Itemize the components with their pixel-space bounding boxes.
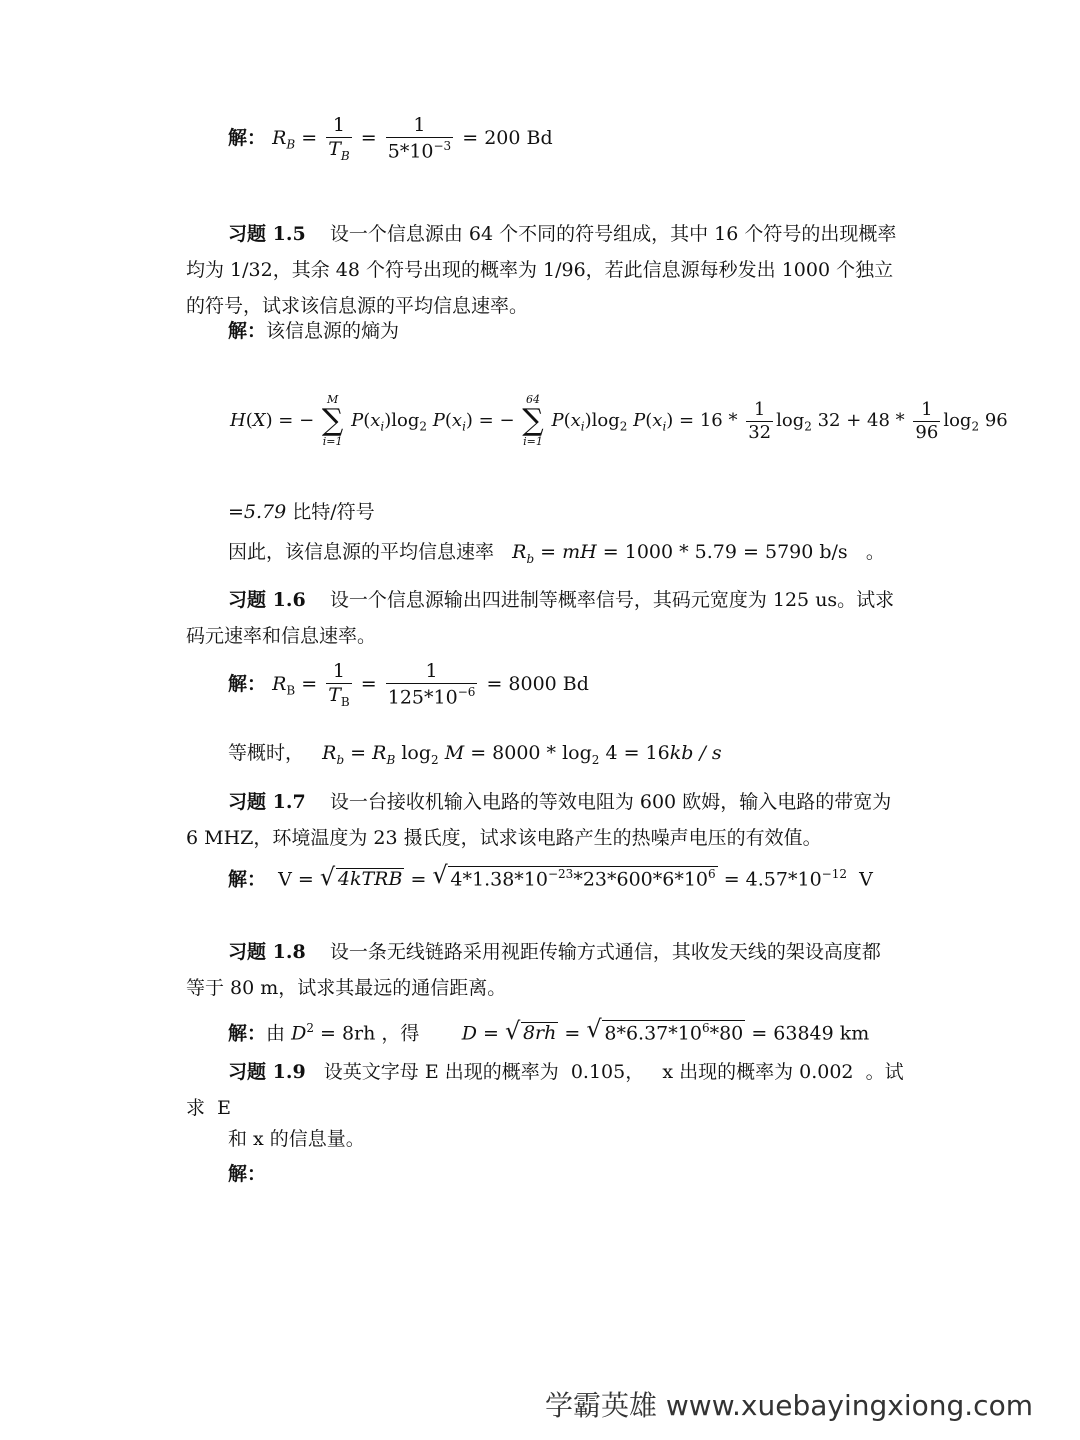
sum-symbol: 64 ∑ i=1 (522, 393, 544, 448)
fraction: $\frac{1}{T_B}$ (328, 114, 350, 163)
sqrt: √ $4*1.38*10^{-23}*23*600*6*10^6$ (432, 866, 717, 889)
problem-text: 设一个信息源由 64 个不同的符号组成，其中 16 个符号的出现概率均为 1/32，其余 48 个符号出现的概率为 1/96，若此信息源每秒发出 1000 个独立的符号，试求该信息源的平均信息速率。 (186, 223, 897, 317)
solution-label: 解 (228, 126, 248, 149)
solution-1-9: 解： (228, 1163, 267, 1185)
solution-1-5-intro: 解：该信息源的熵为 (228, 320, 400, 342)
fraction: $\frac{1}{T_B}$ (328, 660, 350, 709)
problem-1-7 (186, 784, 898, 856)
solution-1-4: 解： $R_B$ = $\frac{1}{T_B}$ = $\frac{1}{5*10^{-3}}$ = 200 Bd (228, 114, 553, 163)
problem-title: 习题 1.8 (228, 941, 306, 963)
solution-1-8: 解：由 $D^2 = 8rh$ ，得 D = √ 8rh = √ $8*6.37*10^6*80 = 63849$ km (228, 1020, 869, 1043)
fraction: $\frac{1}{5*10^{-3}}$ (387, 114, 452, 163)
problem-1-9-line2: 求 E (186, 1097, 231, 1119)
problem-text: 设一条无线链路采用视距传输方式通信，其收发天线的架设高度都等于 80 m，试求其最远的通信距离。 (186, 941, 881, 999)
solution-1-7: 解： V = √ 4kTRB = √ $4*1.38*10^{-23}*23*600*6*10^6 = 4.57*10^{-12}$ V (228, 866, 873, 889)
problem-1-9-line3: 和 x 的信息量。 (228, 1128, 365, 1150)
sum-symbol: M ∑ i=1 (321, 393, 344, 448)
fraction: $\frac{1}{125*10^{-6}}$ (387, 660, 476, 709)
solution-1-6: 解： $R_B$ = $\frac{1}{T_B}$ = $\frac{1}{125*10^{-6}}$ = 8000 Bd (228, 660, 589, 709)
entropy-value: =5.79 比特/符号 (228, 501, 375, 523)
problem-title: 习题 1.9 (228, 1061, 306, 1083)
problem-text: 设一个信息源输出四进制等概率信号，其码元宽度为 125 us。试求码元速率和信息速率。 (186, 589, 895, 647)
problem-text: 设一台接收机输入电路的等效电阻为 600 欧姆，输入电路的带宽为 6 MHZ，环境温度为 23 摄氏度，试求该电路产生的热噪声电压的有效值。 (186, 791, 892, 849)
sqrt: √ 8rh (505, 1022, 558, 1043)
fraction: $\frac{1}{32}$ (748, 398, 772, 443)
entropy-formula: H(X) = − M ∑ i=1 $P(x_i)\log_2$ $P(x_i)$ = − 64 ∑ i=1 $P(x_i)\log_2$ $P(x_i) = 16$ * $\frac{1}{32}$ $\log_2 32 + 48$ * $\frac{1}{96}$ $\log_2 96$ (230, 393, 1008, 448)
fraction: $\frac{1}{96}$ (915, 398, 939, 443)
problem-1-5 (186, 216, 898, 324)
problem-title: 习题 1.5 (228, 223, 306, 245)
problem-1-8 (186, 934, 898, 1006)
problem-1-6 (186, 582, 898, 654)
problem-title: 习题 1.6 (228, 589, 306, 611)
watermark: 学霸英雄 www.xuebayingxiong.com (545, 1389, 1033, 1422)
info-rate: 因此，该信息源的平均信息速率 $R_b$ = mH = 1000 * 5.79 = 5790 b/s 。 (228, 541, 885, 566)
sqrt: √ 4kTRB (320, 868, 405, 889)
problem-1-9 (228, 1063, 904, 1082)
sqrt: √ $8*6.37*10^6*80$ (586, 1020, 745, 1043)
problem-text: 设英文字母 E 出现的概率为 0.105， x 出现的概率为 0.002 。试 (323, 1061, 904, 1083)
problem-title: 习题 1.7 (228, 791, 306, 813)
info-rate-equiprobable: 等概时， $R_b = R_B$ $\log_2 M = 8000 * \log_2 4 = 16kb / s$ (228, 742, 722, 767)
